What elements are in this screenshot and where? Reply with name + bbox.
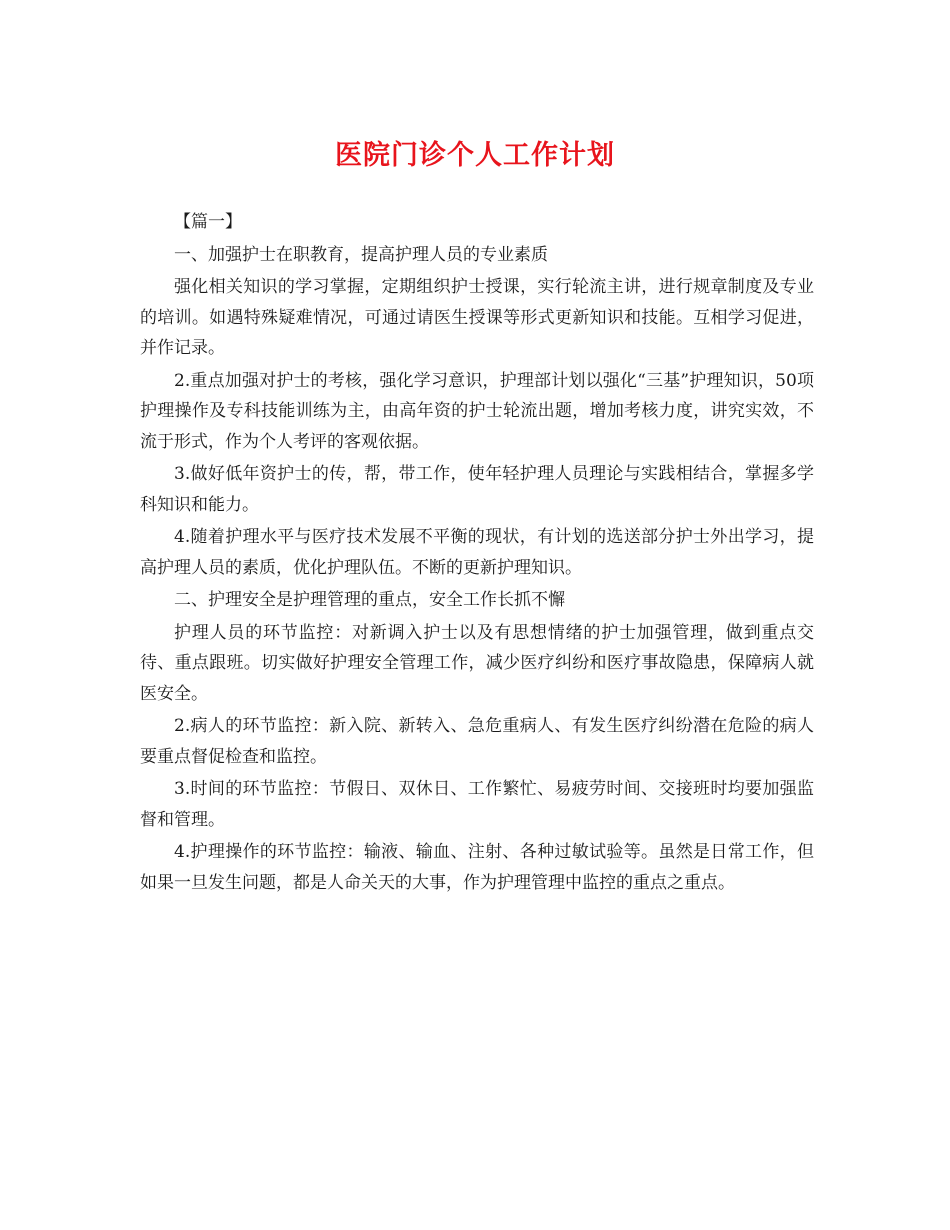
heading-1: 一、加强护士在职教育，提高护理人员的专业素质: [174, 244, 548, 265]
heading-2: 二、护理安全是护理管理的重点，安全工作长抓不懈: [174, 590, 565, 610]
paragraph-5: 护理人员的环节监控：对新调入护士以及有思想情绪的护士加强管理，做到重点交待、重点跟班。切实做好护理安全管理工作，减少医疗纠纷和医疗事故隐患，保障病人就医安全。: [140, 622, 814, 704]
paragraph-1: 强化相关知识的学习掌握，定期组织护士授课，实行轮流主讲，进行规章制度及专业的培训。如遇特殊疑难情况，可通过请医生授课等形式更新知识和技能。互相学习促进，并作记录。: [140, 277, 814, 358]
paragraph-2: 2.重点加强对护士的考核，强化学习意识，护理部计划以强化“三基”护理知识，50项护理操作及专科技能训练为主，由高年资的护士轮流出题，增加考核力度，讲究实效，不流于形式，作为个人考评的客观依据。: [140, 370, 814, 452]
paragraph-6: 2.病人的环节监控：新入院、新转入、急危重病人、有发生医疗纠纷潜在危险的病人要重点督促检查和监控。: [140, 716, 814, 767]
paragraph-3: 3.做好低年资护士的传，帮，带工作，使年轻护理人员理论与实践相结合，掌握多学科知识和能力。: [140, 464, 814, 515]
section-marker: 【篇一】: [174, 212, 242, 232]
paragraph-7: 3.时间的环节监控：节假日、双休日、工作繁忙、易疲劳时间、交接班时均要加强监督和管理。: [140, 779, 814, 830]
paragraph-4: 4.随着护理水平与医疗技术发展不平衡的现状，有计划的选送部分护士外出学习，提高护理人员的素质，优化护理队伍。不断的更新护理知识。: [140, 527, 814, 578]
document-body: [140, 207, 814, 900]
document-title: 医院门诊个人工作计划: [335, 140, 615, 171]
paragraph-8: 4.护理操作的环节监控：输液、输血、注射、各种过敏试验等。虽然是日常工作，但如果一旦发生问题，都是人命关天的大事，作为护理管理中监控的重点之重点。: [140, 842, 814, 893]
